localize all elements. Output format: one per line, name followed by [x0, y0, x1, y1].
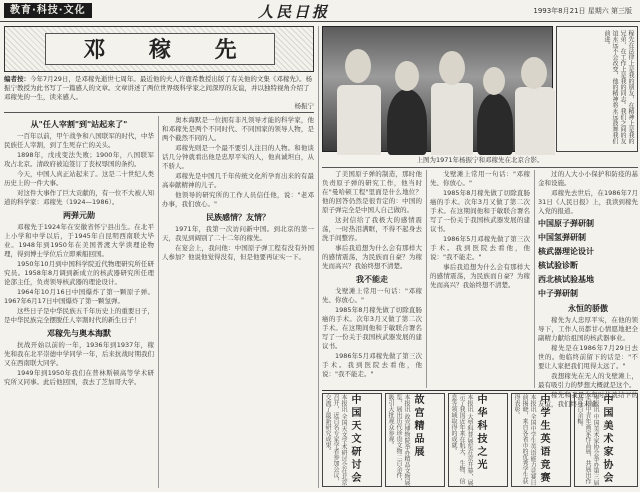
brief-text: 本报讯 故宫博物院举办精品文物展览，展出历代珍贵文物二百余件，吸引大批观众参观。 [387, 394, 410, 486]
brief-title: 中国天文研讨会 [349, 394, 360, 485]
section-heading: 从"任人宰割"到"站起来了" [30, 120, 128, 129]
paragraph: 抗战开始以前的一年，1936年到1937年，稼先和我在北平崇德中学同学一年，后来抗战时期我们又在西南联大同学。 [4, 341, 154, 367]
news-briefs [322, 390, 638, 488]
section-tag: 教育·科技·文化 [4, 3, 92, 18]
paragraph: 事后我追想为什么会有那样大的感情震荡，为民族而自豪？为稼先而高兴？我始终想不清楚。 [430, 263, 530, 289]
brief-box [322, 393, 382, 487]
page-title: 邓 稼 先 [83, 37, 255, 63]
paragraph: 邓稼先于1924年在安徽省怀宁县出生。在北平上小学和中学以后，于1945年自昆明西南联大毕业。1948年到1950年在美国普渡大学读理论物理，得到博士学位后立即乘船回国。 [4, 223, 154, 258]
paragraph: 1898年，戊戌变法失败；1900年，八国联军攻占北京。清政府被迫签订了丧权辱国的条约。 [4, 151, 154, 168]
paragraph: 对这件大事作了巨大贡献的，有一位不大被人知道的科学家：邓稼先（1924—1986）。 [4, 189, 154, 206]
editor-note-label: 编者按： [4, 75, 30, 83]
paragraph: 1986年5月邓稼先做了第三次手术。我到医院去看他，他说："我不能走。" [322, 352, 422, 378]
list-item: 中国氢弹研制 [538, 233, 586, 242]
figure [395, 61, 419, 91]
editor-note-text: 今年7月29日，是邓稼先逝世七周年。最近他的夫人许鹿希教授出版了有关他的文集《邓稼先》。杨振宁教授为此书写了一篇感人的文章。文章讲述了两位世界级科学家之间深厚的友谊，并以独特视角介绍了邓稼先的一生，读来感人。 [4, 75, 313, 101]
paragraph: 他领导的研究所的工作人员信任他，说："老邓办事，我们放心。" [162, 191, 314, 208]
article-column-3 [322, 170, 422, 388]
figure [483, 67, 505, 95]
figure [387, 89, 427, 155]
section-heading: 民族感情？友情？ [206, 213, 270, 222]
article-column-2 [162, 116, 314, 488]
column-rule [426, 170, 427, 388]
paragraph: 1964年10月16日中国爆炸了第一颗原子弹。1967年6月17日中国爆炸了第一颗氢弹。 [4, 288, 154, 305]
paragraph: 今天，中国人真正站起来了。这是二十世纪人类历史上的一件大事。 [4, 170, 154, 187]
photo-caption: 上图为1971年杨振宁和邓稼先在北京合影。 [416, 156, 544, 164]
masthead [0, 0, 640, 22]
column-rule [318, 26, 319, 488]
brief-box [511, 393, 571, 487]
brief-title: 故宫精品展 [412, 394, 423, 459]
list-item: 中国原子弹研制 [538, 219, 594, 228]
article-column-4 [430, 170, 530, 388]
byline: 杨振宁 [294, 102, 314, 110]
paragraph: 奥本海默是一位拥有非凡领导才能的科学家，他和邓稼先是两个不同时代、不同国家的领导人物，是两个截然不同的人。 [162, 116, 314, 142]
article-column-5 [538, 170, 638, 408]
brief-text: 本报讯 全国天文学术研讨会在北京召开，近百名专家学者参加会议，交流了最新研究成果。 [324, 394, 347, 486]
paragraph: 邓稼先去世后，在1986年7月31日《人民日报》上，我读到稼先入党的报道。 [538, 189, 638, 215]
list-item: 中子弹研制 [538, 289, 578, 298]
paragraph: 1971年，我第一次访问新中国。到北京的第一天，我见到阔别了二十二年的稼先。 [162, 225, 314, 242]
paragraph: 了美国原子弹的制造，那时他负责原子弹的研究工作，他当时在"曼哈顿工程"里面是什么地位？他的回答仍然是很肯定的：中国的原子弹完全是中国人自己做的。 [322, 170, 422, 214]
figure [521, 57, 547, 89]
photo [322, 26, 553, 152]
editor-note [4, 75, 314, 111]
headline-frame [45, 33, 275, 65]
quote-sidebar: 稼先在法律上是我的朋友，在精神上是我的兄弟，在工作上是我的同志。我们之间的友谊永远不会改变，他的精神将永远鼓舞我们前进。 [556, 26, 638, 152]
paragraph: 我想稼先在无人的戈壁滩上，最有吸引力的梦想大概就是这个。 [538, 372, 638, 389]
paragraph: 邓稼先则是一个最不要引人注目的人物。和他谈话几分钟就看出他是忠厚平实的人，他真诚坦白，从不骄人。 [162, 144, 314, 170]
column-rule [158, 116, 159, 488]
paragraph: 1949年到1950年我们在普林斯顿高等学术研究所又同事。此后他回国，我去了芝加哥大学。 [4, 369, 154, 386]
figure [337, 85, 381, 155]
list-item: 西北核试验基地 [538, 275, 594, 284]
article-column-1 [4, 116, 154, 488]
list-item: 核武器理论设计 [538, 247, 594, 256]
paragraph: 在宴会上，我问他：中国原子弹工程有没有外国人参加？他说他觉得没有，但是他要再证实一下。 [162, 244, 314, 261]
paragraph: 稼先是在1986年7月29日去世的。他临终前留下的话是："不要让人家把我们甩得太远了。" [538, 344, 638, 370]
figure [439, 51, 465, 85]
date-line: 1993年8月21日 星期六 第三版 [533, 7, 632, 15]
paragraph: 戈壁滩上常用一句话："邓稼先、你放心。" [322, 287, 422, 304]
figure [477, 93, 513, 155]
paragraph: 1985年8月稼先做了切除直肠癌的手术。次年3月又做了第二次手术。在这期间他和于敏联合署名写了一份关于我国核武器发展的建议书。 [322, 306, 422, 350]
brief-box [448, 393, 508, 487]
paragraph: 事后我追想为什么会有那样大的感情震荡，为民族而自豪？为稼先而高兴？我始终想不清楚。 [322, 244, 422, 270]
paragraph: 稼先为人忠厚平实，在他的领导下，工作人员都甘心情愿地把全副精力献给祖国的核武器事业。 [538, 316, 638, 342]
brief-text: 本报讯 全国中学生英语能力竞赛日前揭晓，来自各省市的优秀学生获得表彰。 [513, 394, 536, 486]
brief-title: 中学生英语竞赛 [538, 394, 549, 485]
brief-box [385, 393, 445, 487]
paragraph: 邓稼先是中国几千年传统文化所孕育出来的有最高奉献精神的儿子。 [162, 172, 314, 189]
figure [345, 49, 371, 83]
paragraph: 1950年10月到中国科学院近代物理研究所任研究员。1958年8月调到新成立的核武器研究所任理论部主任，负责领导核武器的理论设计。 [4, 260, 154, 286]
paragraph: 戈壁滩上常用一句话："邓稼先、你放心。" [430, 170, 530, 187]
brief-title: 中华科技之光 [475, 394, 486, 472]
newspaper-name: 人民日报 [258, 3, 331, 21]
paragraph: 1986年5月邓稼先做了第三次手术。我到医院去看他，他说："我不能走。" [430, 235, 530, 261]
brief-text: 本报讯 大型科普展览在京开幕，展示了我国近年来在航天、生物、信息等领域取得的成就。 [450, 394, 473, 486]
section-heading: 邓稼先与奥本海默 [47, 329, 111, 338]
divider [4, 112, 314, 113]
section-heading: 永恒的骄傲 [568, 304, 608, 313]
paragraph: 这些日子是中华民族五千年历史上的重要日子，是中华民族完全摆脱任人宰割时代的新生日子！ [4, 307, 154, 324]
paragraph: 这封信给了我极大的感情震荡，一时热泪满眶，不得不起身去洗手间整容。 [322, 216, 422, 242]
section-heading: 两弹元勋 [63, 211, 95, 220]
divider [322, 167, 638, 168]
headline-box [4, 26, 314, 72]
brief-title: 中国美术家协会 [601, 394, 612, 485]
section-heading: 我不能走 [356, 275, 388, 284]
column-rule [534, 170, 535, 388]
list-item: 核试验诊断 [538, 261, 578, 270]
brief-box [574, 393, 638, 487]
figure [431, 83, 473, 155]
paragraph: 稼先和我是少年时代就结下的友谊，我们终身未渝。 [538, 391, 638, 408]
brief-text: 本报讯 中国美术家协会举办第三届全国中青年画家作品展，共展出作品三百余幅。 [576, 394, 599, 486]
paragraph: 一百年以前，甲午战争和八国联军的时代，中华民族任人宰割，到了生死存亡的关头。 [4, 132, 154, 149]
figure [515, 87, 555, 155]
paragraph: 1985年8月稼先做了切除直肠癌的手术。次年3月又做了第二次手术。在这期间他和于敏联合署名写了一份关于我国核武器发展的建议书。 [430, 189, 530, 233]
paragraph: 过的人大小小保护和防疫的基金和设施。 [538, 170, 638, 187]
